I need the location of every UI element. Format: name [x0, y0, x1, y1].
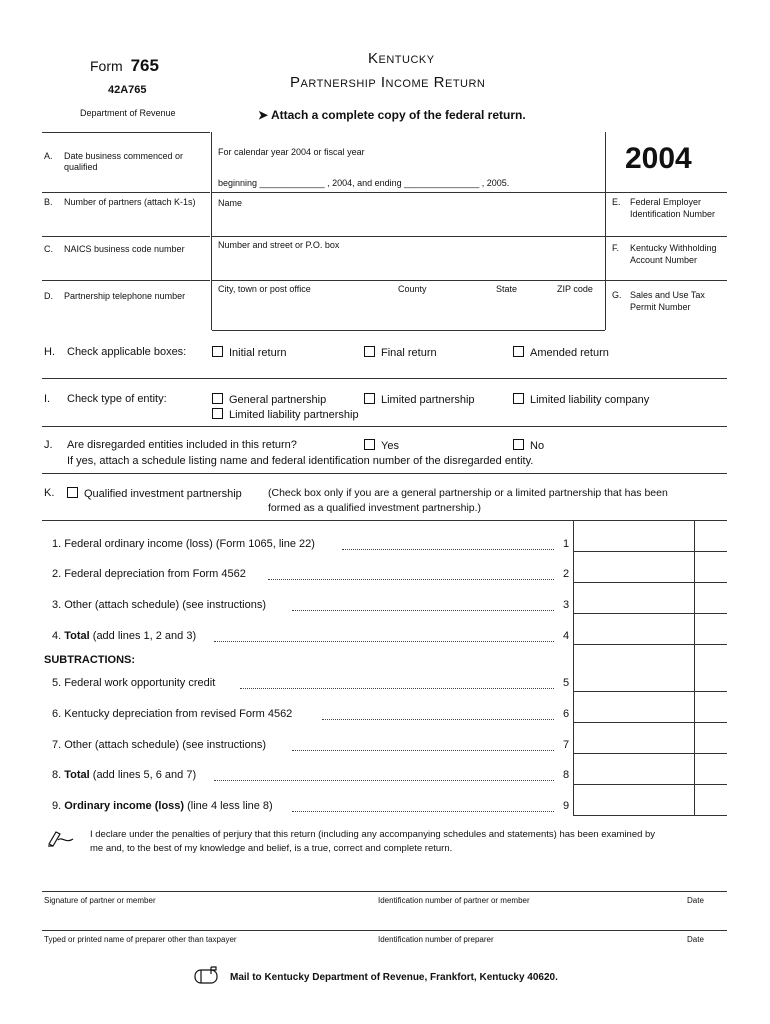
field-e-letter: E.	[612, 197, 621, 207]
line-7-amount-field[interactable]	[575, 724, 693, 752]
preparer-name-label: Typed or printed name of preparer other than taxpayer	[44, 935, 237, 944]
line-text: (add lines 5, 6 and 7)	[89, 769, 197, 781]
field-a-letter: A.	[44, 151, 53, 161]
field-c-label: NAICS business code number	[64, 244, 185, 254]
section-i-letter: I.	[44, 393, 51, 405]
section-k-note2: formed as a qualified investment partnership.)	[268, 502, 482, 514]
line-number: 2.	[52, 568, 62, 580]
llc-label: Limited liability company	[530, 394, 650, 406]
field-f-label2: Account Number	[630, 255, 698, 265]
checkbox-icon	[364, 393, 375, 404]
section-k-letter: K.	[44, 487, 55, 499]
line-text: Federal work opportunity credit	[64, 677, 216, 689]
line-5-box-number: 5	[563, 677, 570, 689]
section-j-question: Are disregarded entities included in this return?	[67, 439, 297, 451]
no-checkbox[interactable]	[513, 439, 544, 452]
line-number: 9.	[52, 800, 62, 812]
city-field[interactable]: City, town or post office	[218, 284, 311, 294]
line-text: Other (attach schedule) (see instructions)	[64, 599, 267, 611]
line-4	[52, 630, 196, 642]
attach-note: ➤ Attach a complete copy of the federal return.	[258, 108, 526, 122]
form-number: 765	[130, 56, 159, 75]
preparer-date-label: Date	[687, 935, 704, 944]
checkbox-icon	[364, 439, 375, 450]
line-text-bold: Total	[64, 769, 90, 781]
line-text: (add lines 1, 2 and 3)	[89, 630, 197, 642]
line-3-amount-field[interactable]	[575, 584, 693, 612]
name-field[interactable]: Name	[218, 198, 243, 208]
checkbox-icon	[513, 439, 524, 450]
final-return-label: Final return	[381, 347, 437, 359]
field-e-label2: Identification Number	[630, 209, 716, 219]
line-number: 3.	[52, 599, 62, 611]
mailbox-icon	[193, 964, 221, 991]
section-j-letter: J.	[44, 439, 53, 451]
checkbox-icon	[67, 487, 78, 498]
line-6-amount-field[interactable]	[575, 693, 693, 721]
line-number: 7.	[52, 739, 62, 751]
state-field[interactable]: State	[496, 284, 518, 294]
limited-partnership-label: Limited partnership	[381, 394, 475, 406]
field-a-label1: Date business commenced or	[64, 151, 184, 161]
section-i-label: Check type of entity:	[67, 393, 167, 405]
line-1-amount-field[interactable]	[575, 522, 693, 550]
general-partnership-checkbox[interactable]	[212, 393, 326, 406]
fiscal-period-line[interactable]: beginning _____________ , 2004, and ending _______________ , 2005.	[218, 178, 510, 188]
declaration-line1: I declare under the penalties of perjury that this return (including any accompanying schedules and statements) has been examined by	[90, 829, 656, 840]
field-f-label1: Kentucky Withholding	[630, 243, 717, 253]
field-g-letter: G.	[612, 290, 622, 300]
line-number: 4.	[52, 630, 62, 642]
line-7	[52, 739, 266, 751]
subtractions-heading: SUBTRACTIONS:	[44, 654, 136, 666]
line-text-bold: Ordinary income (loss)	[64, 800, 185, 812]
qualified-investment-label: Qualified investment partnership	[84, 488, 242, 500]
line-text: Federal depreciation from Form 4562	[64, 568, 246, 580]
field-e-label1: Federal Employer	[630, 197, 702, 207]
initial-return-label: Initial return	[229, 347, 287, 359]
line-2	[52, 568, 246, 580]
llc-checkbox[interactable]	[513, 393, 649, 406]
no-label: No	[530, 440, 545, 452]
field-g-label2: Permit Number	[630, 302, 691, 312]
line-text: (line 4 less line 8)	[184, 800, 273, 812]
form-word: Form	[90, 58, 123, 74]
amended-return-label: Amended return	[530, 347, 609, 359]
calendar-year-label: For calendar year 2004 or fiscal year	[218, 147, 365, 157]
line-number: 5.	[52, 677, 62, 689]
field-b-letter: B.	[44, 197, 53, 207]
line-text: Other (attach schedule) (see instructions)	[64, 739, 267, 751]
checkbox-icon	[212, 346, 223, 357]
tax-year: 2004	[625, 142, 692, 175]
section-h-letter: H.	[44, 346, 55, 358]
line-number: 8.	[52, 769, 62, 781]
limited-partnership-checkbox[interactable]	[364, 393, 475, 406]
line-9	[52, 800, 273, 812]
street-field[interactable]: Number and street or P.O. box	[218, 240, 340, 250]
field-f-letter: F.	[612, 243, 620, 253]
zip-field[interactable]: ZIP code	[557, 284, 593, 294]
line-7-box-number: 7	[563, 739, 570, 751]
line-9-amount-field[interactable]	[575, 786, 693, 814]
llp-checkbox[interactable]	[212, 408, 359, 421]
declaration-line2: me and, to the best of my knowledge and belief, is a true, correct and complete return.	[90, 843, 453, 854]
line-2-amount-field[interactable]	[575, 553, 693, 581]
field-b-label: Number of partners (attach K-1s)	[64, 197, 196, 207]
section-h-label: Check applicable boxes:	[67, 346, 187, 358]
line-3-box-number: 3	[563, 599, 570, 611]
form-title-line2: Partnership Income Return	[290, 74, 486, 91]
preparer-id-label: Identification number of preparer	[378, 935, 494, 944]
line-number: 1.	[52, 538, 62, 550]
checkbox-icon	[513, 393, 524, 404]
llp-label: Limited liability partnership	[229, 409, 359, 421]
line-text: Kentucky depreciation from revised Form 4562	[64, 708, 293, 720]
field-g-label1: Sales and Use Tax	[630, 290, 705, 300]
final-return-checkbox[interactable]	[364, 346, 437, 359]
field-d-label: Partnership telephone number	[64, 291, 186, 301]
line-1	[52, 538, 315, 550]
line-text: Federal ordinary income (loss) (Form 1065, line 22)	[64, 538, 315, 550]
line-3	[52, 599, 266, 611]
section-k-note1: (Check box only if you are a general partnership or a limited partnership that has been	[268, 487, 668, 499]
checkbox-icon	[212, 393, 223, 404]
general-partnership-label: General partnership	[229, 394, 327, 406]
checkbox-icon	[364, 346, 375, 357]
partner-id-label: Identification number of partner or member	[378, 896, 530, 905]
pen-icon	[46, 828, 76, 853]
line-4-box-number: 4	[563, 630, 570, 642]
initial-return-checkbox[interactable]	[212, 346, 286, 359]
yes-checkbox[interactable]	[364, 439, 399, 452]
checkbox-icon	[513, 346, 524, 357]
line-1-box-number: 1	[563, 538, 570, 550]
checkbox-icon	[212, 408, 223, 419]
form-label	[90, 56, 159, 76]
line-number: 6.	[52, 708, 62, 720]
field-a-label2: qualified	[64, 162, 98, 172]
amended-return-checkbox[interactable]	[513, 346, 609, 359]
line-text-bold: Total	[64, 630, 90, 642]
line-4-amount-field[interactable]	[575, 615, 693, 643]
qualified-investment-checkbox[interactable]	[67, 487, 242, 500]
line-9-box-number: 9	[563, 800, 570, 812]
line-8	[52, 769, 196, 781]
department-name: Department of Revenue	[80, 108, 176, 118]
field-d-letter: D.	[44, 291, 53, 301]
preparer-field[interactable]	[42, 906, 367, 930]
signature-date-label: Date	[687, 896, 704, 905]
mail-instructions: Mail to Kentucky Department of Revenue, Frankfort, Kentucky 40620.	[230, 972, 558, 983]
line-5	[52, 677, 215, 689]
yes-label: Yes	[381, 440, 399, 452]
line-8-box-number: 8	[563, 769, 570, 781]
line-2-box-number: 2	[563, 568, 570, 580]
form-title-line1: Kentucky	[368, 50, 435, 67]
section-j-note: If yes, attach a schedule listing name and federal identification number of the disregarded entity.	[67, 455, 534, 467]
line-8-amount-field[interactable]	[575, 755, 693, 783]
line-6-box-number: 6	[563, 708, 570, 720]
county-field[interactable]: County	[398, 284, 427, 294]
form-code: 42A765	[108, 84, 147, 96]
signature-label: Signature of partner or member	[44, 896, 156, 905]
signature-field[interactable]	[42, 866, 367, 890]
field-c-letter: C.	[44, 244, 53, 254]
line-5-amount-field[interactable]	[575, 662, 693, 690]
line-6	[52, 708, 292, 720]
